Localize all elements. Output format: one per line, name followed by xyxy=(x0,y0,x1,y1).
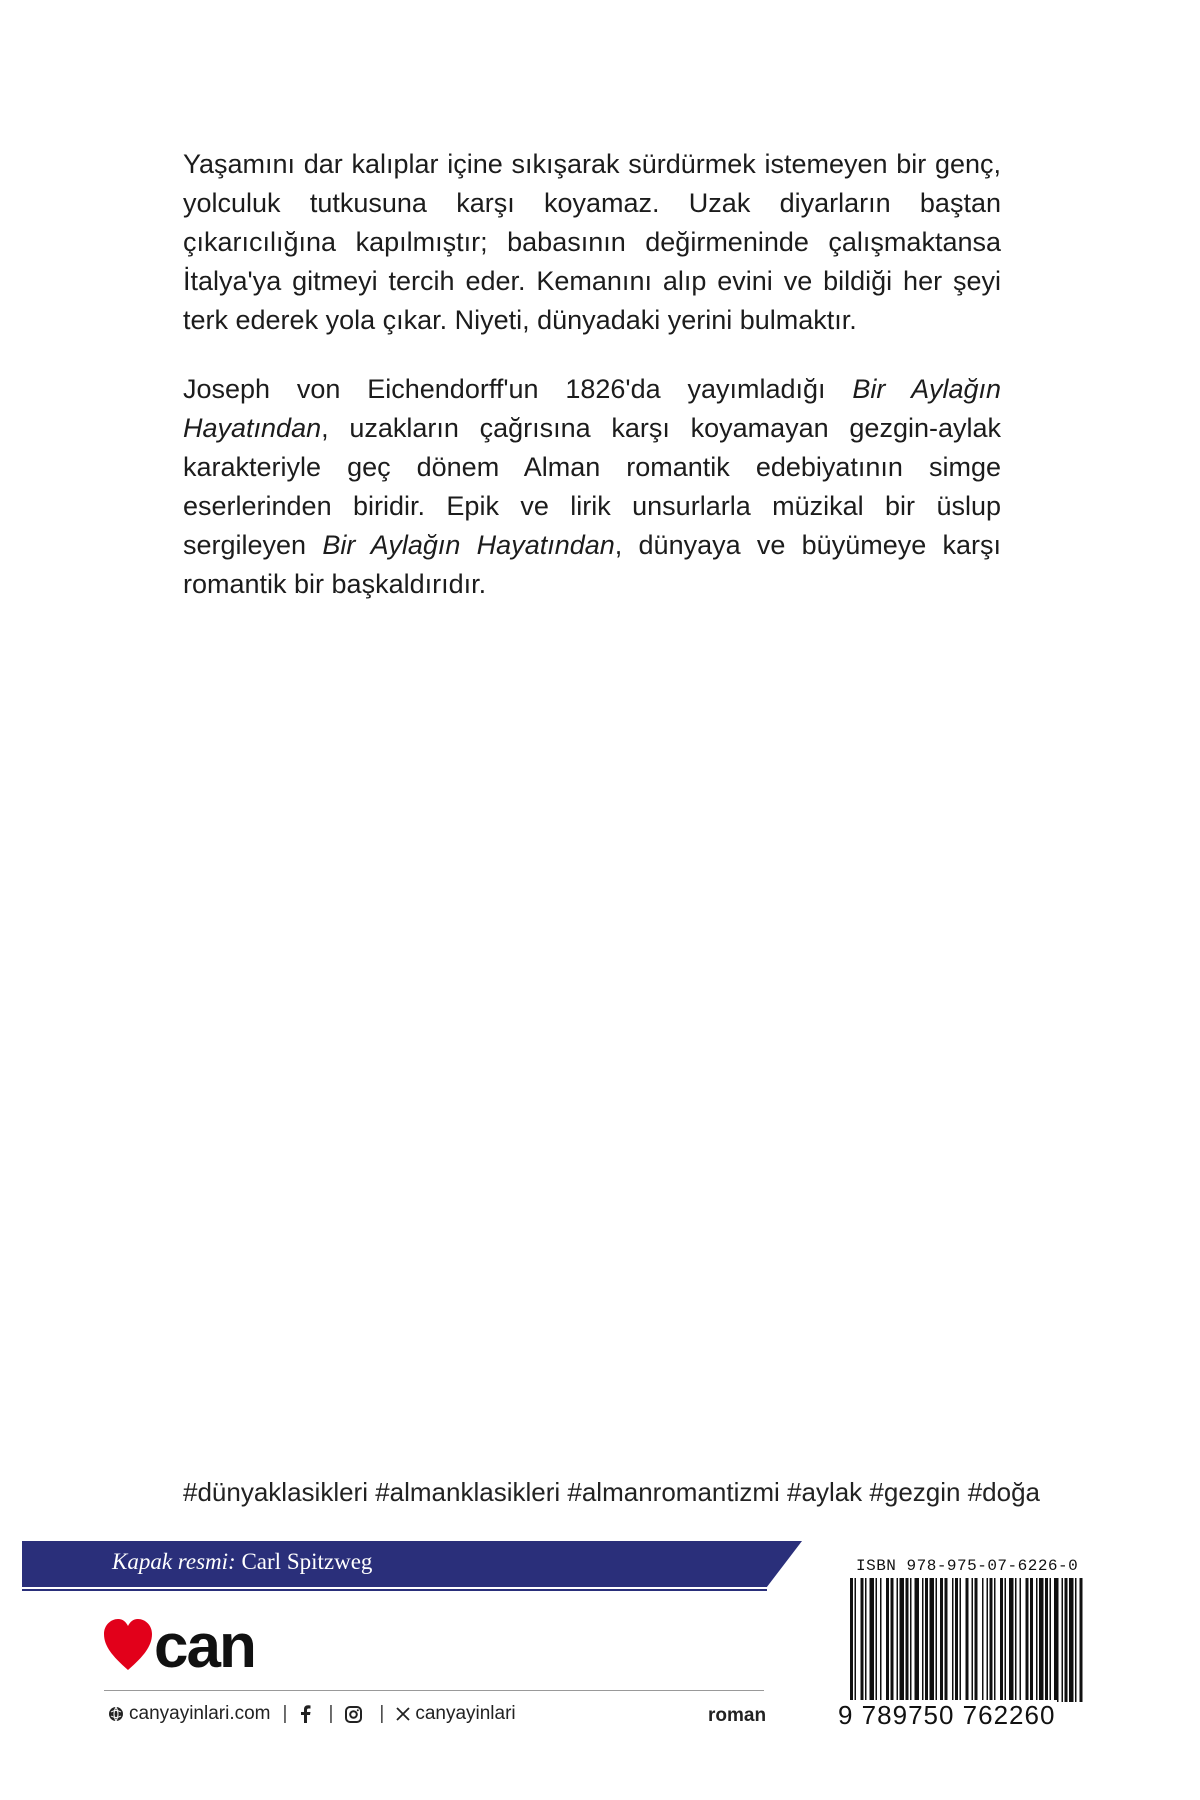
twitter-handle[interactable]: canyayinlari xyxy=(415,1703,516,1724)
hashtag-line: #dünyaklasikleri #almanklasikleri #almanromantizmi #aylak #gezgin #doğa xyxy=(183,1477,1040,1507)
instagram-icon[interactable] xyxy=(345,1706,362,1723)
heart-icon xyxy=(104,1619,152,1670)
publisher-logo xyxy=(104,1618,294,1672)
cover-credit-label: Kapak resmi: xyxy=(112,1549,236,1574)
x-twitter-icon[interactable] xyxy=(396,1707,410,1721)
blurb-p2-part-c: , dünyaya ve büyümeye karşı romantik bir başkaldırıdır. xyxy=(183,530,1002,599)
publisher-footer xyxy=(108,1703,516,1725)
book-title-italic: Bir Aylağın Hayatından xyxy=(183,374,1001,443)
barcode-digits: 9 789750 762260 xyxy=(838,1700,1056,1730)
back-cover-blurb xyxy=(183,145,1001,634)
publisher-logo-text: can xyxy=(154,1618,255,1672)
footer-divider xyxy=(104,1690,764,1691)
blurb-p2-part-b: , uzakların çağrısına karşı koyamayan gezgin-aylak karakteriyle geç dönem Alman romantik edebiyatının simge eserlerinden biridir. Epik ve lirik unsurlarla müzikal bir üslup sergileyen xyxy=(183,413,1001,560)
facebook-icon[interactable] xyxy=(299,1705,311,1723)
footer-separator: | xyxy=(379,1703,385,1724)
isbn-label: ISBN 978-975-07-6226-0 xyxy=(856,1557,1079,1575)
blurb-p2-part-a: Joseph von Eichendorff'un 1826'da yayımladığı xyxy=(183,374,853,404)
cover-credit-artist: Carl Spitzweg xyxy=(241,1549,373,1574)
blurb-paragraph-1: Yaşamını dar kalıplar içine sıkışarak sürdürmek istemeyen bir genç, yolculuk tutkusuna karşı koyamaz. Uzak diyarların baştan çıkarıcılığına kapılmıştır; babasının değirmeninde çalışmaktansa İtalya'ya gitmeyi tercih eder. Kemanını alıp evini ve bildiği her şeyi terk ederek yola çıkar. Niyeti, dünyadaki yerini bulmaktır. xyxy=(183,149,1001,335)
book-title-italic-2: Bir Aylağın Hayatından xyxy=(322,530,615,560)
website-link[interactable]: canyayinlari.com xyxy=(129,1703,271,1724)
footer-separator: | xyxy=(282,1703,288,1724)
cover-credit xyxy=(112,1549,372,1575)
blurb-paragraph-2 xyxy=(183,370,1001,604)
genre-label: roman xyxy=(708,1705,767,1726)
footer-separator: | xyxy=(328,1703,334,1724)
globe-icon xyxy=(108,1706,124,1722)
band-underline xyxy=(22,1589,767,1591)
